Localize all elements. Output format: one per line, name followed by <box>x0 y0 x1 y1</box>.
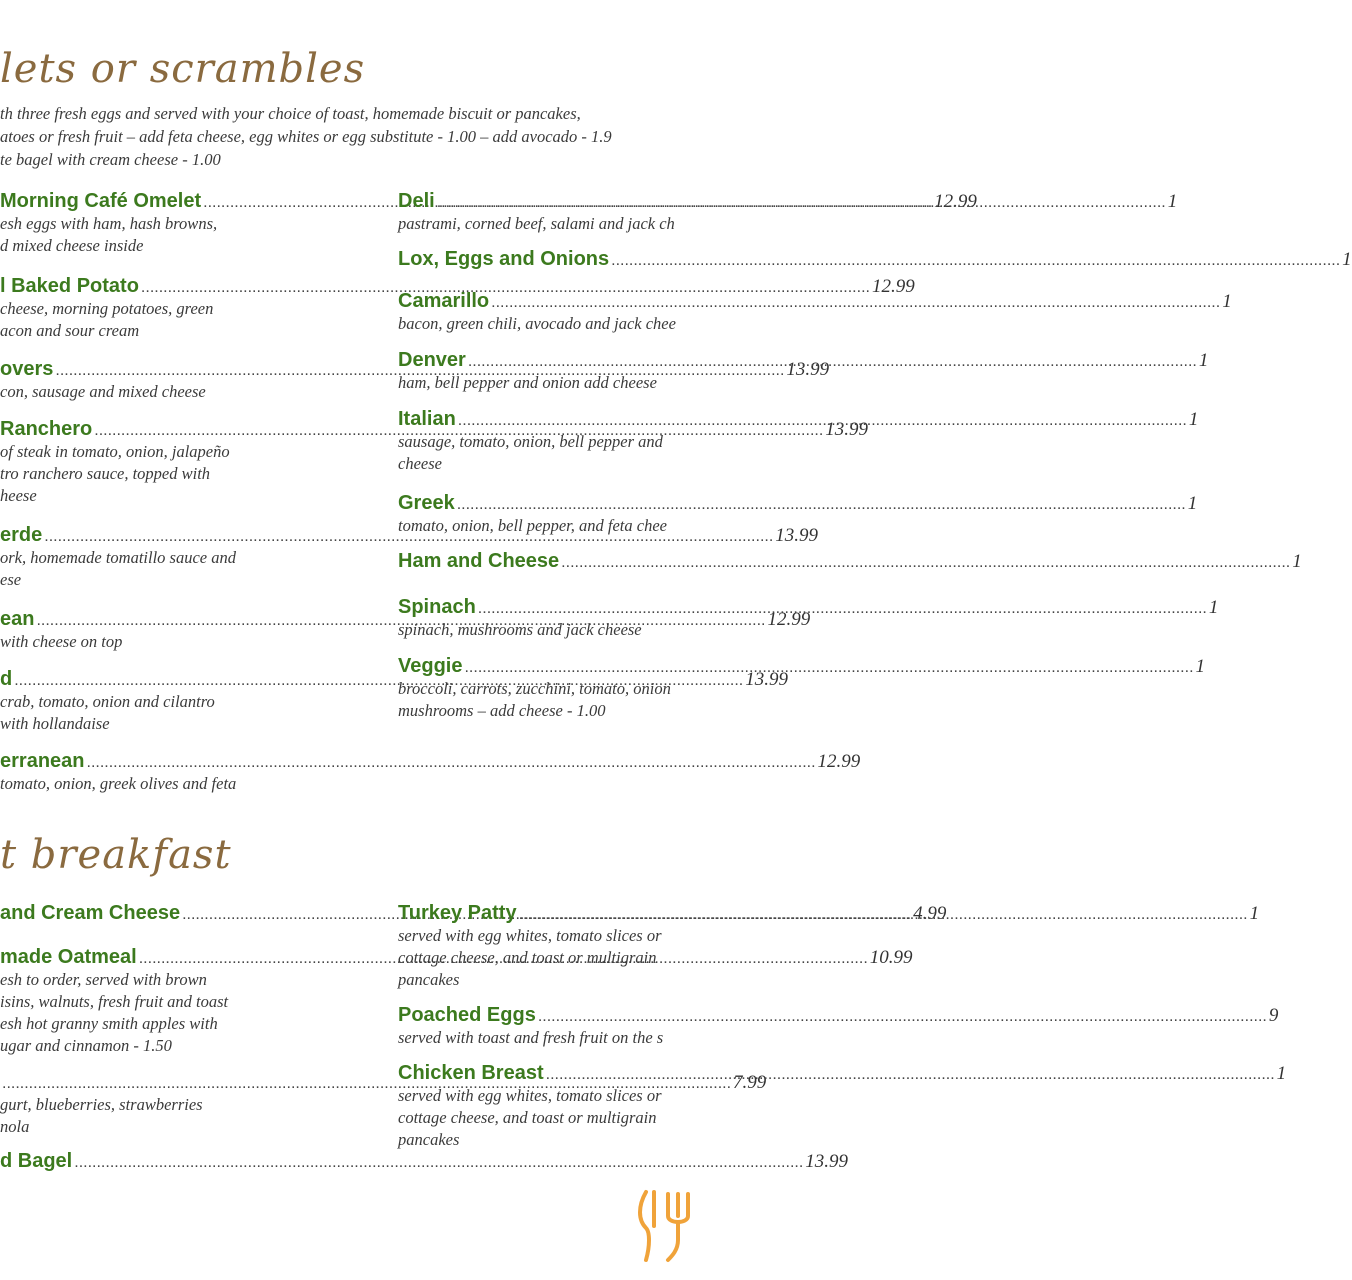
menu-item-price: 1 <box>1208 597 1219 618</box>
menu-item-price: 1 <box>1292 551 1302 572</box>
description-line: ork, homemade tomatillo sauce and <box>0 548 237 567</box>
section-heading-breakfast: t breakfast <box>0 832 232 878</box>
menu-item <box>0 750 861 795</box>
menu-item-description <box>0 298 292 342</box>
menu-item-line <box>398 550 1302 573</box>
description-line: ese <box>0 570 22 589</box>
intro-line: atoes or fresh fruit – add feta cheese, egg whites or egg substitute - 1.00 – add avocado - 1.9 <box>0 127 612 146</box>
menu-item-description <box>0 631 292 653</box>
menu-item-description <box>398 372 738 394</box>
menu-item-line <box>398 492 1198 515</box>
intro-line: te bagel with cream cheese - 1.00 <box>0 150 221 169</box>
dot-leader <box>468 353 1197 371</box>
description-line: nola <box>0 1117 30 1136</box>
section-heading-omelets: lets or scrambles <box>0 46 366 92</box>
description-line: tro ranchero sauce, topped with <box>0 464 211 483</box>
menu-item-description <box>398 1085 738 1151</box>
menu-item-description <box>0 691 292 735</box>
menu-item-description <box>398 925 738 991</box>
description-line: ham, bell pepper and onion add cheese <box>398 373 657 392</box>
description-line: tomato, onion, bell pepper, and feta chee <box>398 516 667 535</box>
description-line: tomato, onion, greek olives and feta <box>0 774 237 793</box>
menu-item-price: 13.99 <box>775 525 819 546</box>
description-line: broccoli, carrots, zucchini, tomato, onion <box>398 679 671 698</box>
description-line: pastrami, corned beef, salami and jack ch <box>398 214 675 233</box>
menu-item-price: 1 <box>1187 493 1198 514</box>
description-line: esh hot granny smith apples with <box>0 1014 218 1033</box>
omelets-intro <box>0 102 612 171</box>
menu-item-name: Italian <box>398 408 456 430</box>
menu-item-price: 13.99 <box>825 419 869 440</box>
description-line: con, sausage and mixed cheese <box>0 382 206 401</box>
menu-item-name: Deli <box>398 190 435 212</box>
menu-item-description <box>398 431 738 475</box>
menu-item-description <box>0 381 292 403</box>
description-line: esh to order, served with brown <box>0 970 207 989</box>
menu-item-name: Poached Eggs <box>398 1004 536 1026</box>
dot-leader <box>491 294 1220 312</box>
description-line: esh eggs with ham, hash browns, <box>0 214 218 233</box>
menu-item-name: l Baked Potato <box>0 275 139 297</box>
menu-item <box>398 290 1232 335</box>
menu-item-name: d <box>0 668 13 690</box>
menu-item-description <box>398 313 738 335</box>
menu-item-description <box>398 678 738 722</box>
menu-item-description <box>0 441 292 507</box>
description-line: served with egg whites, tomato slices or <box>398 926 662 945</box>
menu-item <box>0 1150 849 1173</box>
menu-item-price: 1 <box>1276 1063 1287 1084</box>
menu-item-line <box>0 275 915 298</box>
menu-item-description <box>0 1094 292 1138</box>
menu-item-price: 4.99 <box>913 903 947 924</box>
menu-item-price: 1 <box>1198 350 1209 371</box>
dot-leader <box>538 1008 1267 1026</box>
menu-item <box>398 248 1352 271</box>
description-line: sausage, tomato, onion, bell pepper and <box>398 432 663 451</box>
description-line: acon and sour cream <box>0 321 140 340</box>
description-line: gurt, blueberries, strawberries <box>0 1095 203 1114</box>
description-line: ugar and cinnamon - 1.50 <box>0 1036 172 1055</box>
menu-item-description <box>0 547 292 591</box>
menu-item-price: 1 <box>1188 409 1199 430</box>
dot-leader <box>437 194 1166 212</box>
menu-item-name: Ranchero <box>0 418 93 440</box>
menu-item-price: 1 <box>1249 903 1260 924</box>
menu-item-name: Morning Café Omelet <box>0 190 202 212</box>
menu-item-description <box>398 213 738 235</box>
menu-item-description <box>0 213 292 257</box>
menu-item-price: 12.99 <box>934 191 977 212</box>
description-line: served with egg whites, tomato slices or <box>398 1086 662 1105</box>
menu-item-price: 12.99 <box>817 751 861 772</box>
description-line: spinach, mushrooms and jack cheese <box>398 620 642 639</box>
dot-leader <box>561 554 1290 572</box>
menu-item-line <box>398 655 1206 678</box>
menu-item-price: 7.99 <box>733 1072 767 1093</box>
menu-item-name: Chicken Breast <box>398 1062 544 1084</box>
dot-leader <box>519 906 1248 924</box>
menu-item-name: Turkey Patty <box>398 902 517 924</box>
menu-item-line <box>398 290 1232 313</box>
description-line: cheese, morning potatoes, green <box>0 299 214 318</box>
description-line: of steak in tomato, onion, jalapeño <box>0 442 230 461</box>
dot-leader <box>87 754 816 772</box>
dot-leader <box>546 1066 1275 1084</box>
description-line: pancakes <box>398 1130 460 1149</box>
description-line: crab, tomato, onion and cilantro <box>0 692 215 711</box>
dot-leader <box>478 600 1207 618</box>
menu-item-price: 9 <box>1268 1005 1279 1026</box>
intro-line: th three fresh eggs and served with your choice of toast, homemade biscuit or pancakes, <box>0 104 581 123</box>
menu-item-price: 1 <box>1167 191 1178 212</box>
menu-item-name: erde <box>0 524 43 546</box>
description-line: cottage cheese, and toast or multigrain <box>398 948 657 967</box>
menu-item-description <box>0 969 292 1057</box>
description-line: isins, walnuts, fresh fruit and toast <box>0 992 229 1011</box>
dot-leader <box>464 659 1193 677</box>
description-line: pancakes <box>398 970 460 989</box>
menu-item-name: Camarillo <box>398 290 490 312</box>
menu-item-line <box>0 1150 849 1173</box>
description-line: cheese <box>398 454 442 473</box>
fork-and-utensils-logo-icon <box>632 1186 702 1266</box>
menu-item-line <box>0 750 861 773</box>
description-line: cottage cheese, and toast or multigrain <box>398 1108 657 1127</box>
menu-item-price: 13.99 <box>786 359 830 380</box>
menu-item-name: Lox, Eggs and Onions <box>398 248 610 270</box>
menu-item-name: Ham and Cheese <box>398 550 560 572</box>
dot-leader <box>457 496 1186 514</box>
menu-item-price: 13.99 <box>745 669 788 690</box>
menu-item-description <box>0 773 292 795</box>
description-line: bacon, green chili, avocado and jack chee <box>398 314 676 333</box>
menu-item-price: 1 <box>1195 656 1206 677</box>
menu-item-description <box>398 1027 738 1049</box>
menu-item-price: 13.99 <box>805 1151 849 1172</box>
menu-item-name: erranean <box>0 750 85 772</box>
menu-item-name: Denver <box>398 349 466 371</box>
menu-item-price: 1 <box>1222 291 1232 312</box>
menu-item-name: and Cream Cheese <box>0 902 181 924</box>
menu-item-line <box>398 1004 1279 1027</box>
menu-item <box>398 1004 1279 1049</box>
menu-item-name: Greek <box>398 492 455 514</box>
dot-leader <box>74 1154 803 1172</box>
description-line: d mixed cheese inside <box>0 236 144 255</box>
menu-item-description <box>398 515 738 537</box>
menu-item-name: made Oatmeal <box>0 946 137 968</box>
menu-item-name: d Bagel <box>0 1150 73 1172</box>
description-line: served with toast and fresh fruit on the s <box>398 1028 664 1047</box>
dot-leader <box>611 252 1340 270</box>
menu-item-price: 10.99 <box>869 947 913 968</box>
description-line: heese <box>0 486 37 505</box>
menu-item-name: Veggie <box>398 655 463 677</box>
menu-item-price: 12.99 <box>767 609 811 630</box>
menu-item-name: overs <box>0 358 54 380</box>
menu-item-price: 12.99 <box>871 276 915 297</box>
menu-item-line <box>398 596 1219 619</box>
menu-item-description <box>398 619 738 641</box>
description-line: with hollandaise <box>0 714 110 733</box>
description-line: mushrooms – add cheese - 1.00 <box>398 701 606 720</box>
menu-item-name: Spinach <box>398 596 476 618</box>
menu-item-name: ean <box>0 608 35 630</box>
menu-item-price: 1 <box>1342 249 1352 270</box>
dot-leader <box>458 412 1187 430</box>
description-line: with cheese on top <box>0 632 123 651</box>
menu-item-line <box>398 248 1352 271</box>
menu-item <box>398 550 1302 573</box>
